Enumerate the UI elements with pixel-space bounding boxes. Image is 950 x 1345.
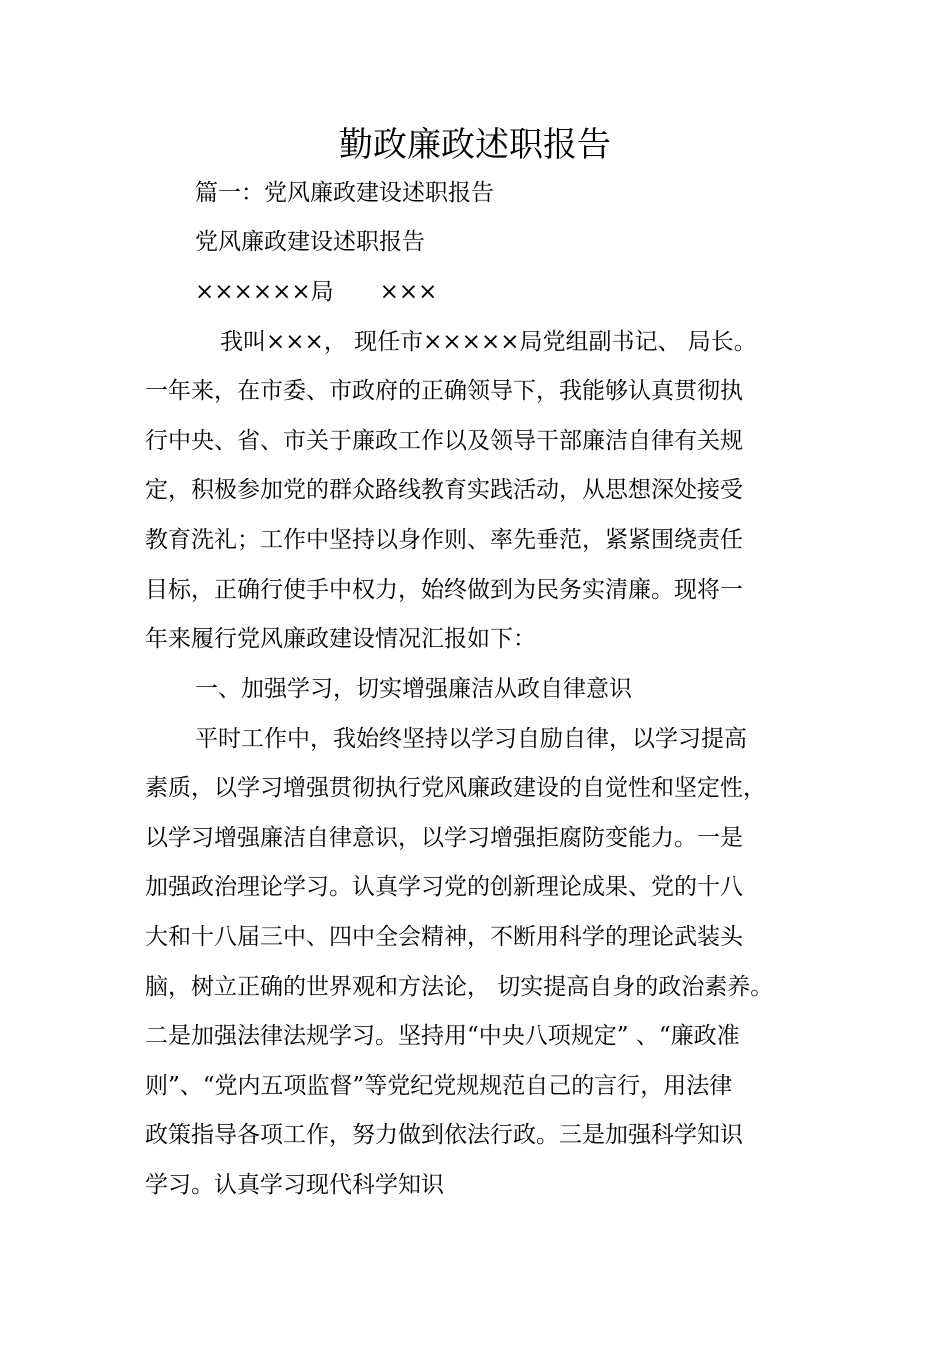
chapter-heading: 篇一：党风廉政建设述职报告 — [195, 180, 494, 206]
paragraph-line: 我叫×××， 现任市×××××局党组副书记、 局长。 — [220, 329, 757, 355]
paragraph-line: 年来履行党风廉政建设情况汇报如下： — [145, 626, 536, 652]
paragraph-line: 教育洗礼；工作中坚持以身作则、率先垂范，紧紧围绕责任 — [145, 527, 743, 553]
paragraph-line: 学习。认真学习现代科学知识 — [145, 1172, 444, 1198]
paragraph-line: 平时工作中，我始终坚持以学习自励自律，以学习提高 — [195, 726, 747, 752]
paragraph-line: 二是加强法律法规学习。坚持用“中央八项规定” 、“廉政准 — [145, 1023, 740, 1049]
paragraph-line: 一年来，在市委、市政府的正确领导下，我能够认真贯彻执 — [145, 378, 743, 404]
paragraph-line: 大和十八届三中、四中全会精神，不断用科学的理论武装头 — [145, 924, 743, 950]
document-title: 勤政廉政述职报告 — [339, 125, 611, 165]
paragraph-line: 脑，树立正确的世界观和方法论， 切实提高自身的政治素养。 — [145, 974, 774, 1000]
paragraph-line: 目标，正确行使手中权力，始终做到为民务实清廉。现将一 — [145, 577, 743, 603]
paragraph-line: 加强政治理论学习。认真学习党的创新理论成果、党的十八 — [145, 874, 743, 900]
paragraph-line: 素质，以学习增强贯彻执行党风廉政建设的自觉性和坚定性， — [145, 775, 766, 801]
paragraph-line: 政策指导各项工作，努力做到依法行政。三是加强科学知识 — [145, 1122, 743, 1148]
report-subtitle: 党风廉政建设述职报告 — [195, 229, 425, 255]
author-line: ××××××局 ××× — [195, 279, 438, 305]
paragraph-line: 以学习增强廉洁自律意识，以学习增强拒腐防变能力。一是 — [145, 825, 743, 851]
paragraph-line: 定，积极参加党的群众路线教育实践活动，从思想深处接受 — [145, 477, 743, 503]
section-heading: 一、加强学习，切实增强廉洁从政自律意识 — [195, 676, 632, 702]
paragraph-line: 则”、“党内五项监督”等党纪党规规范自己的言行，用法律 — [145, 1073, 733, 1099]
paragraph-line: 行中央、省、市关于廉政工作以及领导干部廉洁自律有关规 — [145, 428, 743, 454]
